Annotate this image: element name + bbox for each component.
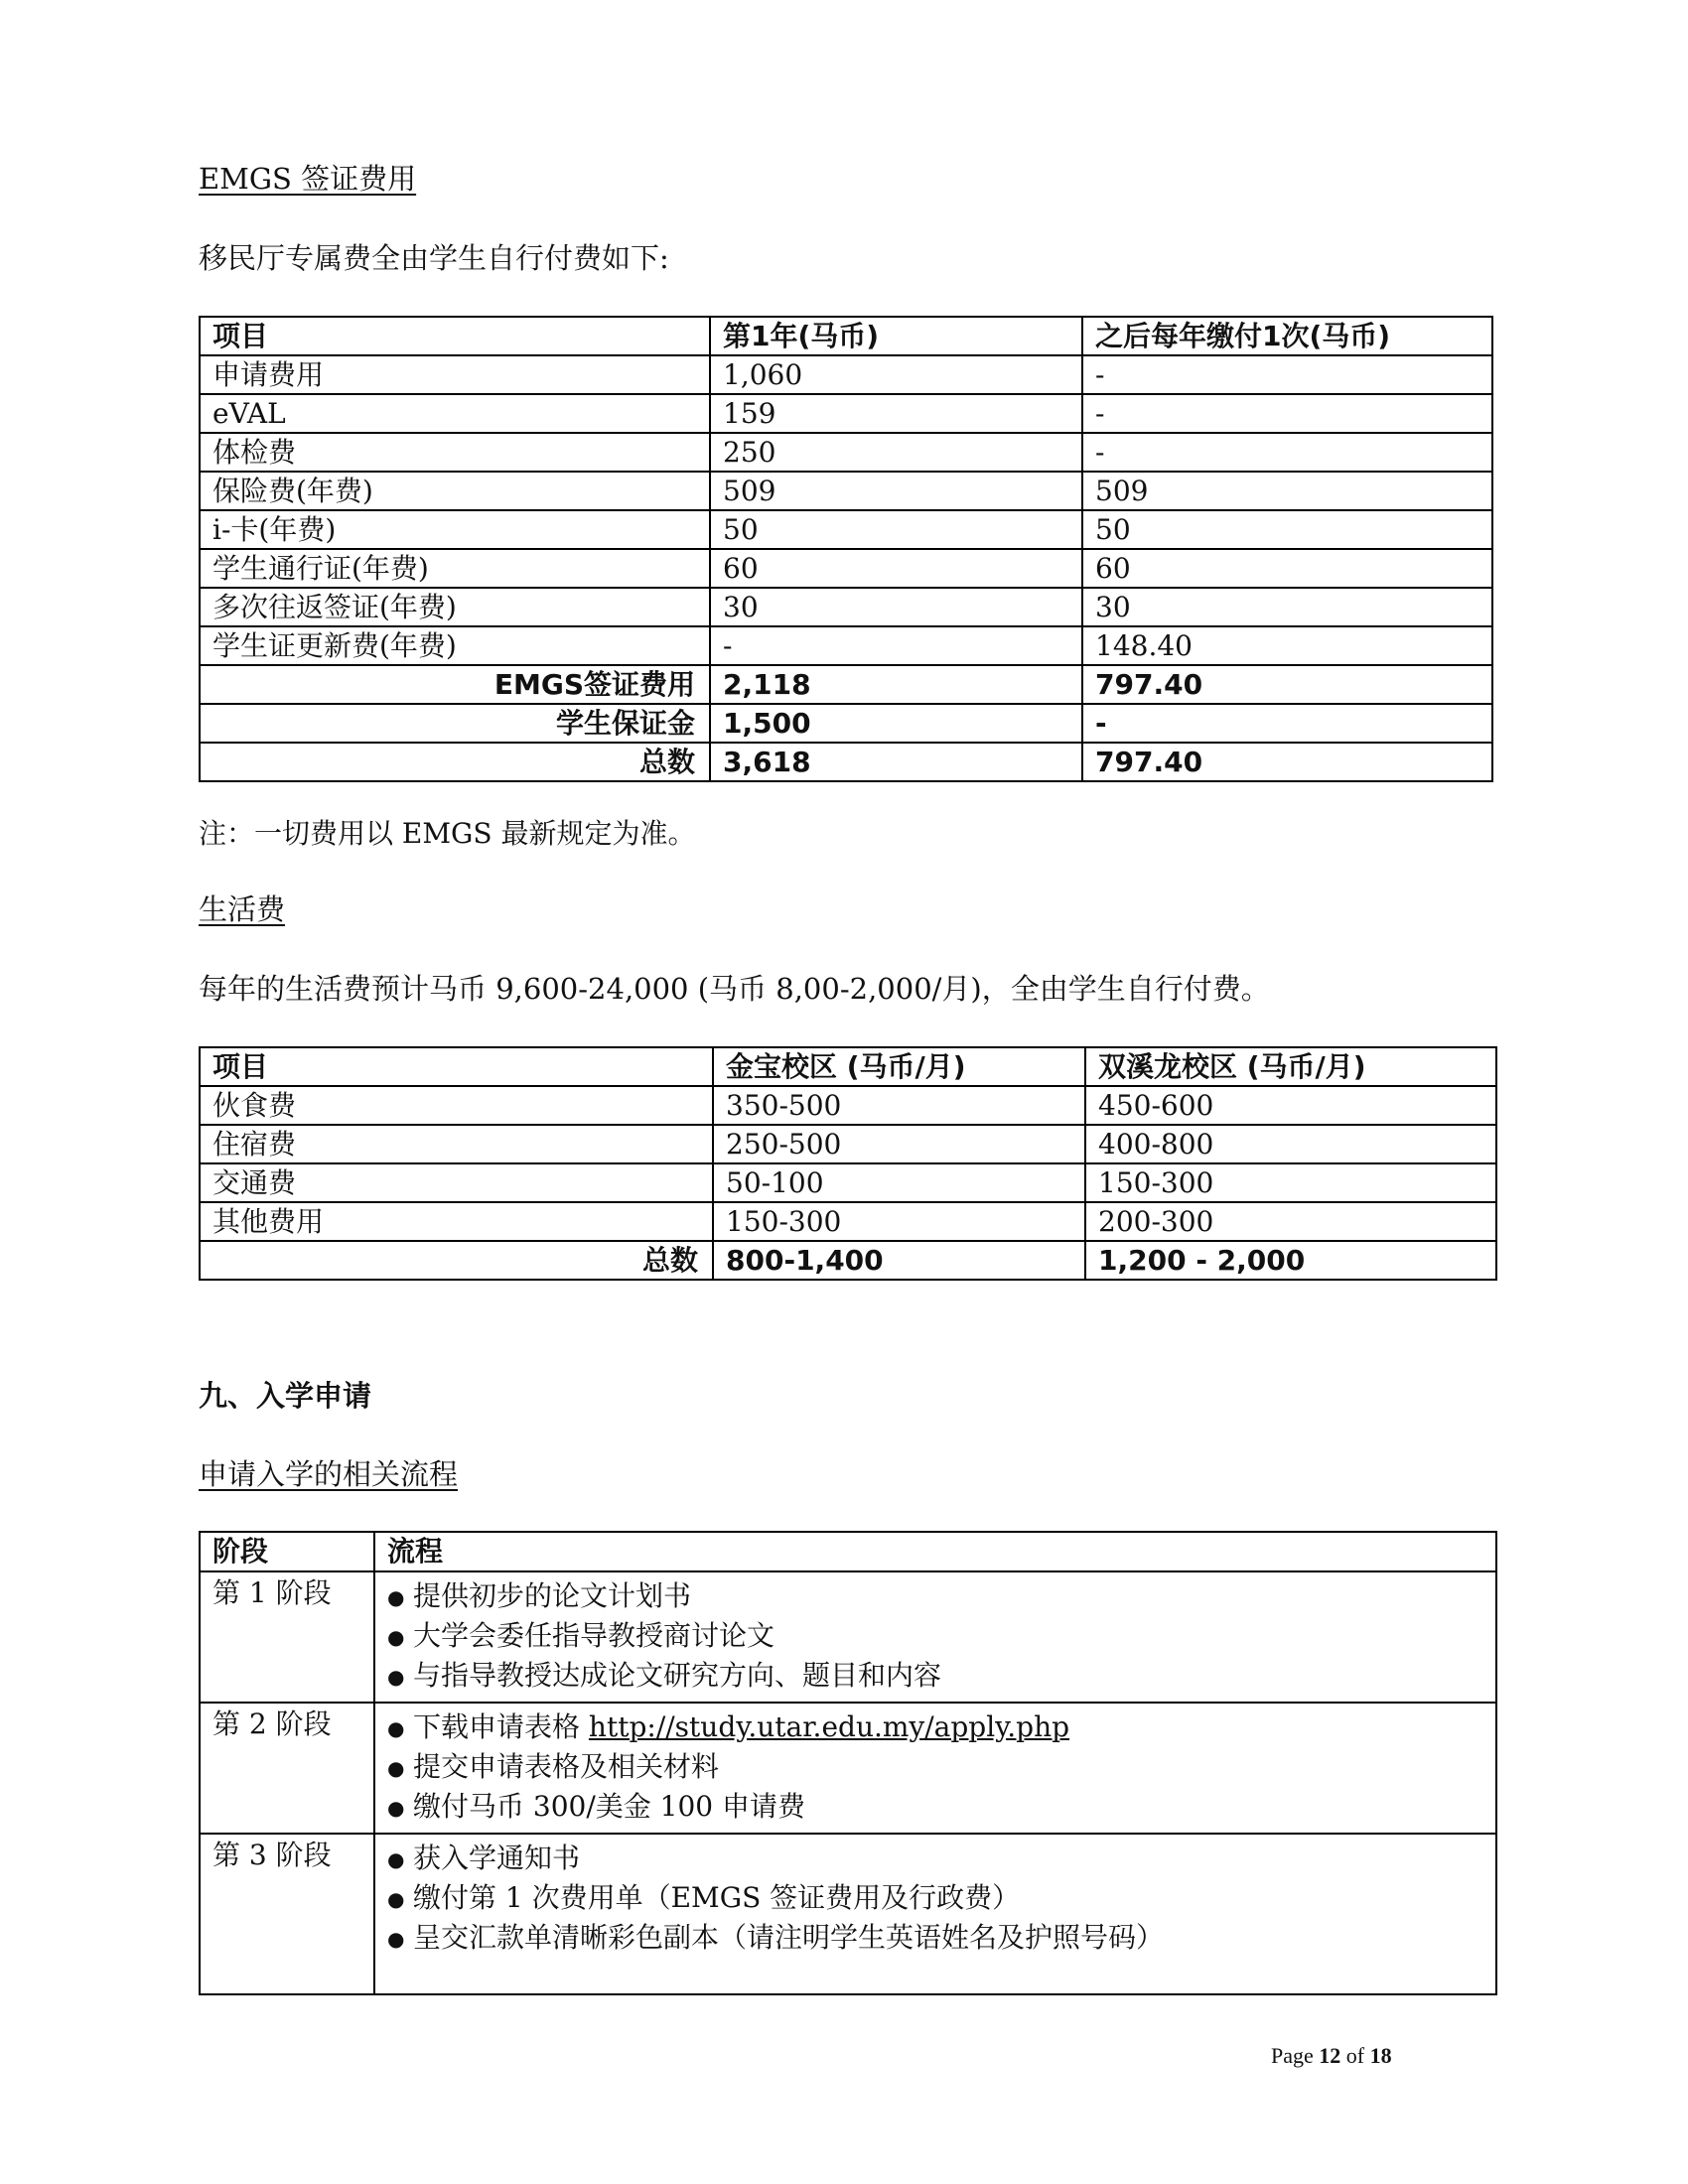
item-cell: 其他费用 xyxy=(200,1202,713,1241)
emgs-fee-table xyxy=(199,316,1493,782)
table-row xyxy=(200,355,1492,394)
table-row xyxy=(200,588,1492,626)
annual-cell: 50 xyxy=(1082,510,1492,549)
table-row xyxy=(200,1834,1496,1994)
total-row xyxy=(200,1241,1496,1280)
kampar-cell: 250-500 xyxy=(713,1125,1085,1163)
list-item-text: 与指导教授达成论文研究方向、题目和内容 xyxy=(413,1658,942,1692)
table-row xyxy=(200,1571,1496,1703)
table-header-row xyxy=(200,1532,1496,1571)
apply-link[interactable]: http://study.utar.edu.my/apply.php xyxy=(588,1709,1070,1743)
first-year-cell: 250 xyxy=(710,433,1082,472)
summary-label-cell: 总数 xyxy=(200,743,710,781)
header-cell: 金宝校区 (马币/月) xyxy=(713,1047,1085,1086)
list-item xyxy=(387,1707,1483,1747)
bullet-icon: ● xyxy=(387,1625,405,1650)
process-cell xyxy=(374,1703,1496,1834)
table-row xyxy=(200,433,1492,472)
bullet-icon: ● xyxy=(387,1756,405,1781)
first-year-cell: 1,060 xyxy=(710,355,1082,394)
annual-cell: 797.40 xyxy=(1082,743,1492,781)
annual-cell: 148.40 xyxy=(1082,626,1492,665)
page-label: Page xyxy=(1271,2043,1314,2068)
admission-process-table xyxy=(199,1531,1497,1995)
item-cell: 申请费用 xyxy=(200,355,710,394)
item-cell: 体检费 xyxy=(200,433,710,472)
list-item xyxy=(387,1576,1483,1616)
sungai-long-cell: 1,200 - 2,000 xyxy=(1085,1241,1496,1280)
first-year-cell: 30 xyxy=(710,588,1082,626)
first-year-cell: 509 xyxy=(710,472,1082,510)
stage-cell: 第 1 阶段 xyxy=(200,1571,374,1703)
admission-heading: 申请入学的相关流程 xyxy=(199,1457,459,1491)
summary-row xyxy=(200,704,1492,743)
bullet-icon: ● xyxy=(387,1716,405,1741)
list-item-text: 缴付马币 300/美金 100 申请费 xyxy=(413,1789,806,1823)
table-row xyxy=(200,472,1492,510)
living-cost-table xyxy=(199,1046,1497,1281)
kampar-cell: 350-500 xyxy=(713,1086,1085,1125)
summary-row xyxy=(200,665,1492,704)
annual-cell: 509 xyxy=(1082,472,1492,510)
item-cell: 住宿费 xyxy=(200,1125,713,1163)
emgs-note: 注：一切费用以 EMGS 最新规定为准。 xyxy=(199,817,696,850)
summary-label-cell: 学生保证金 xyxy=(200,704,710,743)
stage-cell: 第 3 阶段 xyxy=(200,1834,374,1994)
emgs-heading: EMGS 签证费用 xyxy=(199,162,417,196)
total-row xyxy=(200,743,1492,781)
list-item-text: 提交申请表格及相关材料 xyxy=(413,1749,720,1783)
header-cell: 阶段 xyxy=(200,1532,374,1571)
list-item xyxy=(387,1616,1483,1656)
item-cell: 伙食费 xyxy=(200,1086,713,1125)
bullet-icon: ● xyxy=(387,1585,405,1610)
table-row xyxy=(200,1125,1496,1163)
table-row xyxy=(200,1703,1496,1834)
page-number: 12 xyxy=(1319,2043,1341,2068)
first-year-cell: - xyxy=(710,626,1082,665)
annual-cell: 60 xyxy=(1082,549,1492,588)
sungai-long-cell: 200-300 xyxy=(1085,1202,1496,1241)
item-cell: 交通费 xyxy=(200,1163,713,1202)
item-cell: 多次往返签证(年费) xyxy=(200,588,710,626)
list-item xyxy=(387,1656,1483,1696)
list-item xyxy=(387,1839,1483,1878)
table-row xyxy=(200,1202,1496,1241)
list-item-text: 获入学通知书 xyxy=(413,1841,581,1874)
summary-label-cell: EMGS签证费用 xyxy=(200,665,710,704)
list-item xyxy=(387,1878,1483,1918)
process-cell xyxy=(374,1571,1496,1703)
bullet-icon: ● xyxy=(387,1665,405,1690)
list-item-text: 呈交汇款单清晰彩色副本（请注明学生英语姓名及护照号码） xyxy=(413,1920,1165,1954)
sungai-long-cell: 400-800 xyxy=(1085,1125,1496,1163)
bullet-icon: ● xyxy=(387,1927,405,1952)
table-row xyxy=(200,510,1492,549)
item-cell: i-卡(年费) xyxy=(200,510,710,549)
emgs-intro: 移民厅专属费全由学生自行付费如下: xyxy=(199,241,669,275)
header-cell: 项目 xyxy=(200,1047,713,1086)
first-year-cell: 2,118 xyxy=(710,665,1082,704)
list-item-text: 缴付第 1 次费用单（EMGS 签证费用及行政费） xyxy=(413,1880,1021,1914)
first-year-cell: 50 xyxy=(710,510,1082,549)
page-footer xyxy=(1271,2043,1392,2069)
summary-label-cell: 总数 xyxy=(200,1241,713,1280)
item-cell: 学生通行证(年费) xyxy=(200,549,710,588)
list-item xyxy=(387,1787,1483,1827)
first-year-cell: 1,500 xyxy=(710,704,1082,743)
annual-cell: - xyxy=(1082,704,1492,743)
list-item-text: 大学会委任指导教授商讨论文 xyxy=(413,1618,775,1652)
item-cell: eVAL xyxy=(200,394,710,433)
header-cell: 双溪龙校区 (马币/月) xyxy=(1085,1047,1496,1086)
list-item xyxy=(387,1747,1483,1787)
kampar-cell: 50-100 xyxy=(713,1163,1085,1202)
first-year-cell: 3,618 xyxy=(710,743,1082,781)
table-row xyxy=(200,549,1492,588)
living-heading: 生活费 xyxy=(199,892,286,926)
kampar-cell: 800-1,400 xyxy=(713,1241,1085,1280)
table-row xyxy=(200,1163,1496,1202)
item-cell: 保险费(年费) xyxy=(200,472,710,510)
bullet-icon: ● xyxy=(387,1796,405,1821)
bullet-icon: ● xyxy=(387,1887,405,1912)
list-item xyxy=(387,1918,1483,1958)
header-cell: 之后每年缴付1次(马币) xyxy=(1082,317,1492,355)
item-cell: 学生证更新费(年费) xyxy=(200,626,710,665)
header-cell: 流程 xyxy=(374,1532,1496,1571)
of-label: of xyxy=(1345,2043,1365,2068)
header-cell: 第1年(马币) xyxy=(710,317,1082,355)
list-item-text: 提供初步的论文计划书 xyxy=(413,1578,692,1612)
table-row xyxy=(200,1086,1496,1125)
header-cell: 项目 xyxy=(200,317,710,355)
table-row xyxy=(200,626,1492,665)
list-item-text: 下载申请表格 xyxy=(413,1709,581,1743)
table-header-row xyxy=(200,1047,1496,1086)
first-year-cell: 60 xyxy=(710,549,1082,588)
process-list xyxy=(387,1707,1483,1827)
annual-cell: 30 xyxy=(1082,588,1492,626)
annual-cell: - xyxy=(1082,394,1492,433)
kampar-cell: 150-300 xyxy=(713,1202,1085,1241)
bullet-icon: ● xyxy=(387,1847,405,1872)
table-header-row xyxy=(200,317,1492,355)
annual-cell: 797.40 xyxy=(1082,665,1492,704)
process-cell xyxy=(374,1834,1496,1994)
table-row xyxy=(200,394,1492,433)
living-intro: 每年的生活费预计马币 9,600-24,000 (马币 8,00-2,000/月)，全由学生自行付费。 xyxy=(199,972,1270,1006)
sungai-long-cell: 450-600 xyxy=(1085,1086,1496,1125)
process-list xyxy=(387,1839,1483,1958)
section-title: 九、入学申请 xyxy=(199,1379,372,1413)
annual-cell: - xyxy=(1082,355,1492,394)
first-year-cell: 159 xyxy=(710,394,1082,433)
process-list xyxy=(387,1576,1483,1696)
total-pages: 18 xyxy=(1369,2043,1392,2068)
sungai-long-cell: 150-300 xyxy=(1085,1163,1496,1202)
stage-cell: 第 2 阶段 xyxy=(200,1703,374,1834)
annual-cell: - xyxy=(1082,433,1492,472)
